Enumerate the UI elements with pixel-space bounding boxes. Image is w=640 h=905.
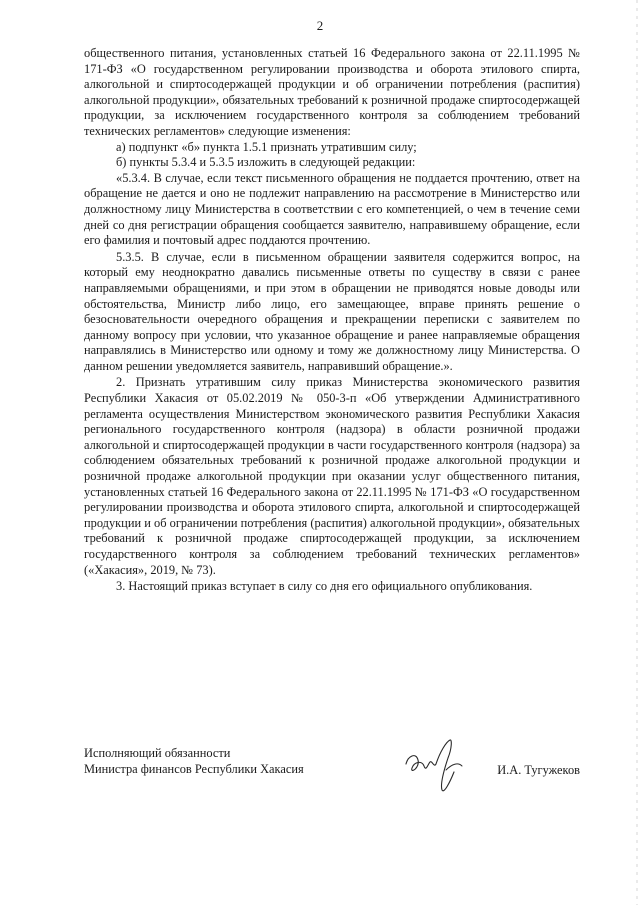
handwritten-signature — [400, 734, 472, 796]
signer-position-line: Исполняющий обязанности — [84, 746, 231, 760]
paragraph: «5.3.4. В случае, если текст письменного обращения не поддается прочтению, ответ на обращение не дается и оно не подлежит направлению на рассмотрение в Министерство или должностному лицу Министерства в соответствии с его компетенцией, о чем в течение семи дней со дня регистрации обращения сообщается заявителю, направившему обращение, если его фамилия и почтовый адрес поддаются прочтению. — [84, 170, 580, 248]
paragraph: общественного питания, установленных статьей 16 Федерального закона от 22.11.1995 № 171-ФЗ «О государственном регулировании производства и оборота этилового спирта, алкогольной и спиртосодержащей продукции и об ограничении потребления (распития) алкогольной продукции», обязательных требований к розничной продаже спиртосодержащей продукции, за исключением государственного контроля за соблюдением требований технических регламентов» следующие изменения: — [84, 46, 580, 138]
page-number: 2 — [316, 18, 324, 33]
paragraph: 5.3.5. В случае, если в письменном обращении заявителя содержится вопрос, на который ему неоднократно давались письменные ответы по существу в связи с ранее направляемыми обращениями, и при этом в обращении не приводятся новые доводы или обстоятельства, Министр либо лицо, его замещающее, вправе принять решение о безосновательности очередного обращения и прекращении переписки с заявителем по данному вопросу при условии, что указанное обращение и ранее направляемые обращения направлялись в Министерство или одному и тому же должностному лицу Министерства. О данном решении уведомляется заявитель, направивший обращение.». — [84, 249, 580, 373]
paragraph: б) пункты 5.3.4 и 5.3.5 изложить в следующей редакции: — [116, 155, 416, 170]
document-body — [84, 46, 580, 595]
signer-name: И.А. Тугужеков — [497, 763, 580, 777]
paragraph: 2. Признать утратившим силу приказ Министерства экономического развития Республики Хакасия от 05.02.2019 № 050-3-п «Об утверждении Административного регламента осуществления Министерством экономического развития Республики Хакасия регионального государственного контроля (надзора) в области розничной продажи алкогольной и спиртосодержащей продукции в части государственного контроля (надзора) за соблюдением обязательных требований к розничной продаже алкогольной продукции и розничной продаже алкогольной продукции при оказании услуг общественного питания, установленных статьей 16 Федерального закона от 22.11.1995 № 171-ФЗ «О государственном регулировании производства и оборота этилового спирта, алкогольной и спиртосодержащей продукции и об ограничении потребления (распития) алкогольной продукции», обязательных требований к розничной продаже спиртосодержащей продукции, за исключением государственного контроля за соблюдением требований технических регламентов» («Хакасия», 2019, № 73). — [84, 375, 580, 577]
scan-edge-mark — [634, 0, 640, 905]
paragraph: а) подпункт «б» пункта 1.5.1 признать утратившим силу; — [116, 139, 417, 154]
signer-position — [84, 746, 304, 777]
paragraph: 3. Настоящий приказ вступает в силу со дня его официального опубликования. — [116, 579, 533, 594]
signature-block — [84, 746, 580, 806]
signer-position-line: Министра финансов Республики Хакасия — [84, 761, 304, 776]
